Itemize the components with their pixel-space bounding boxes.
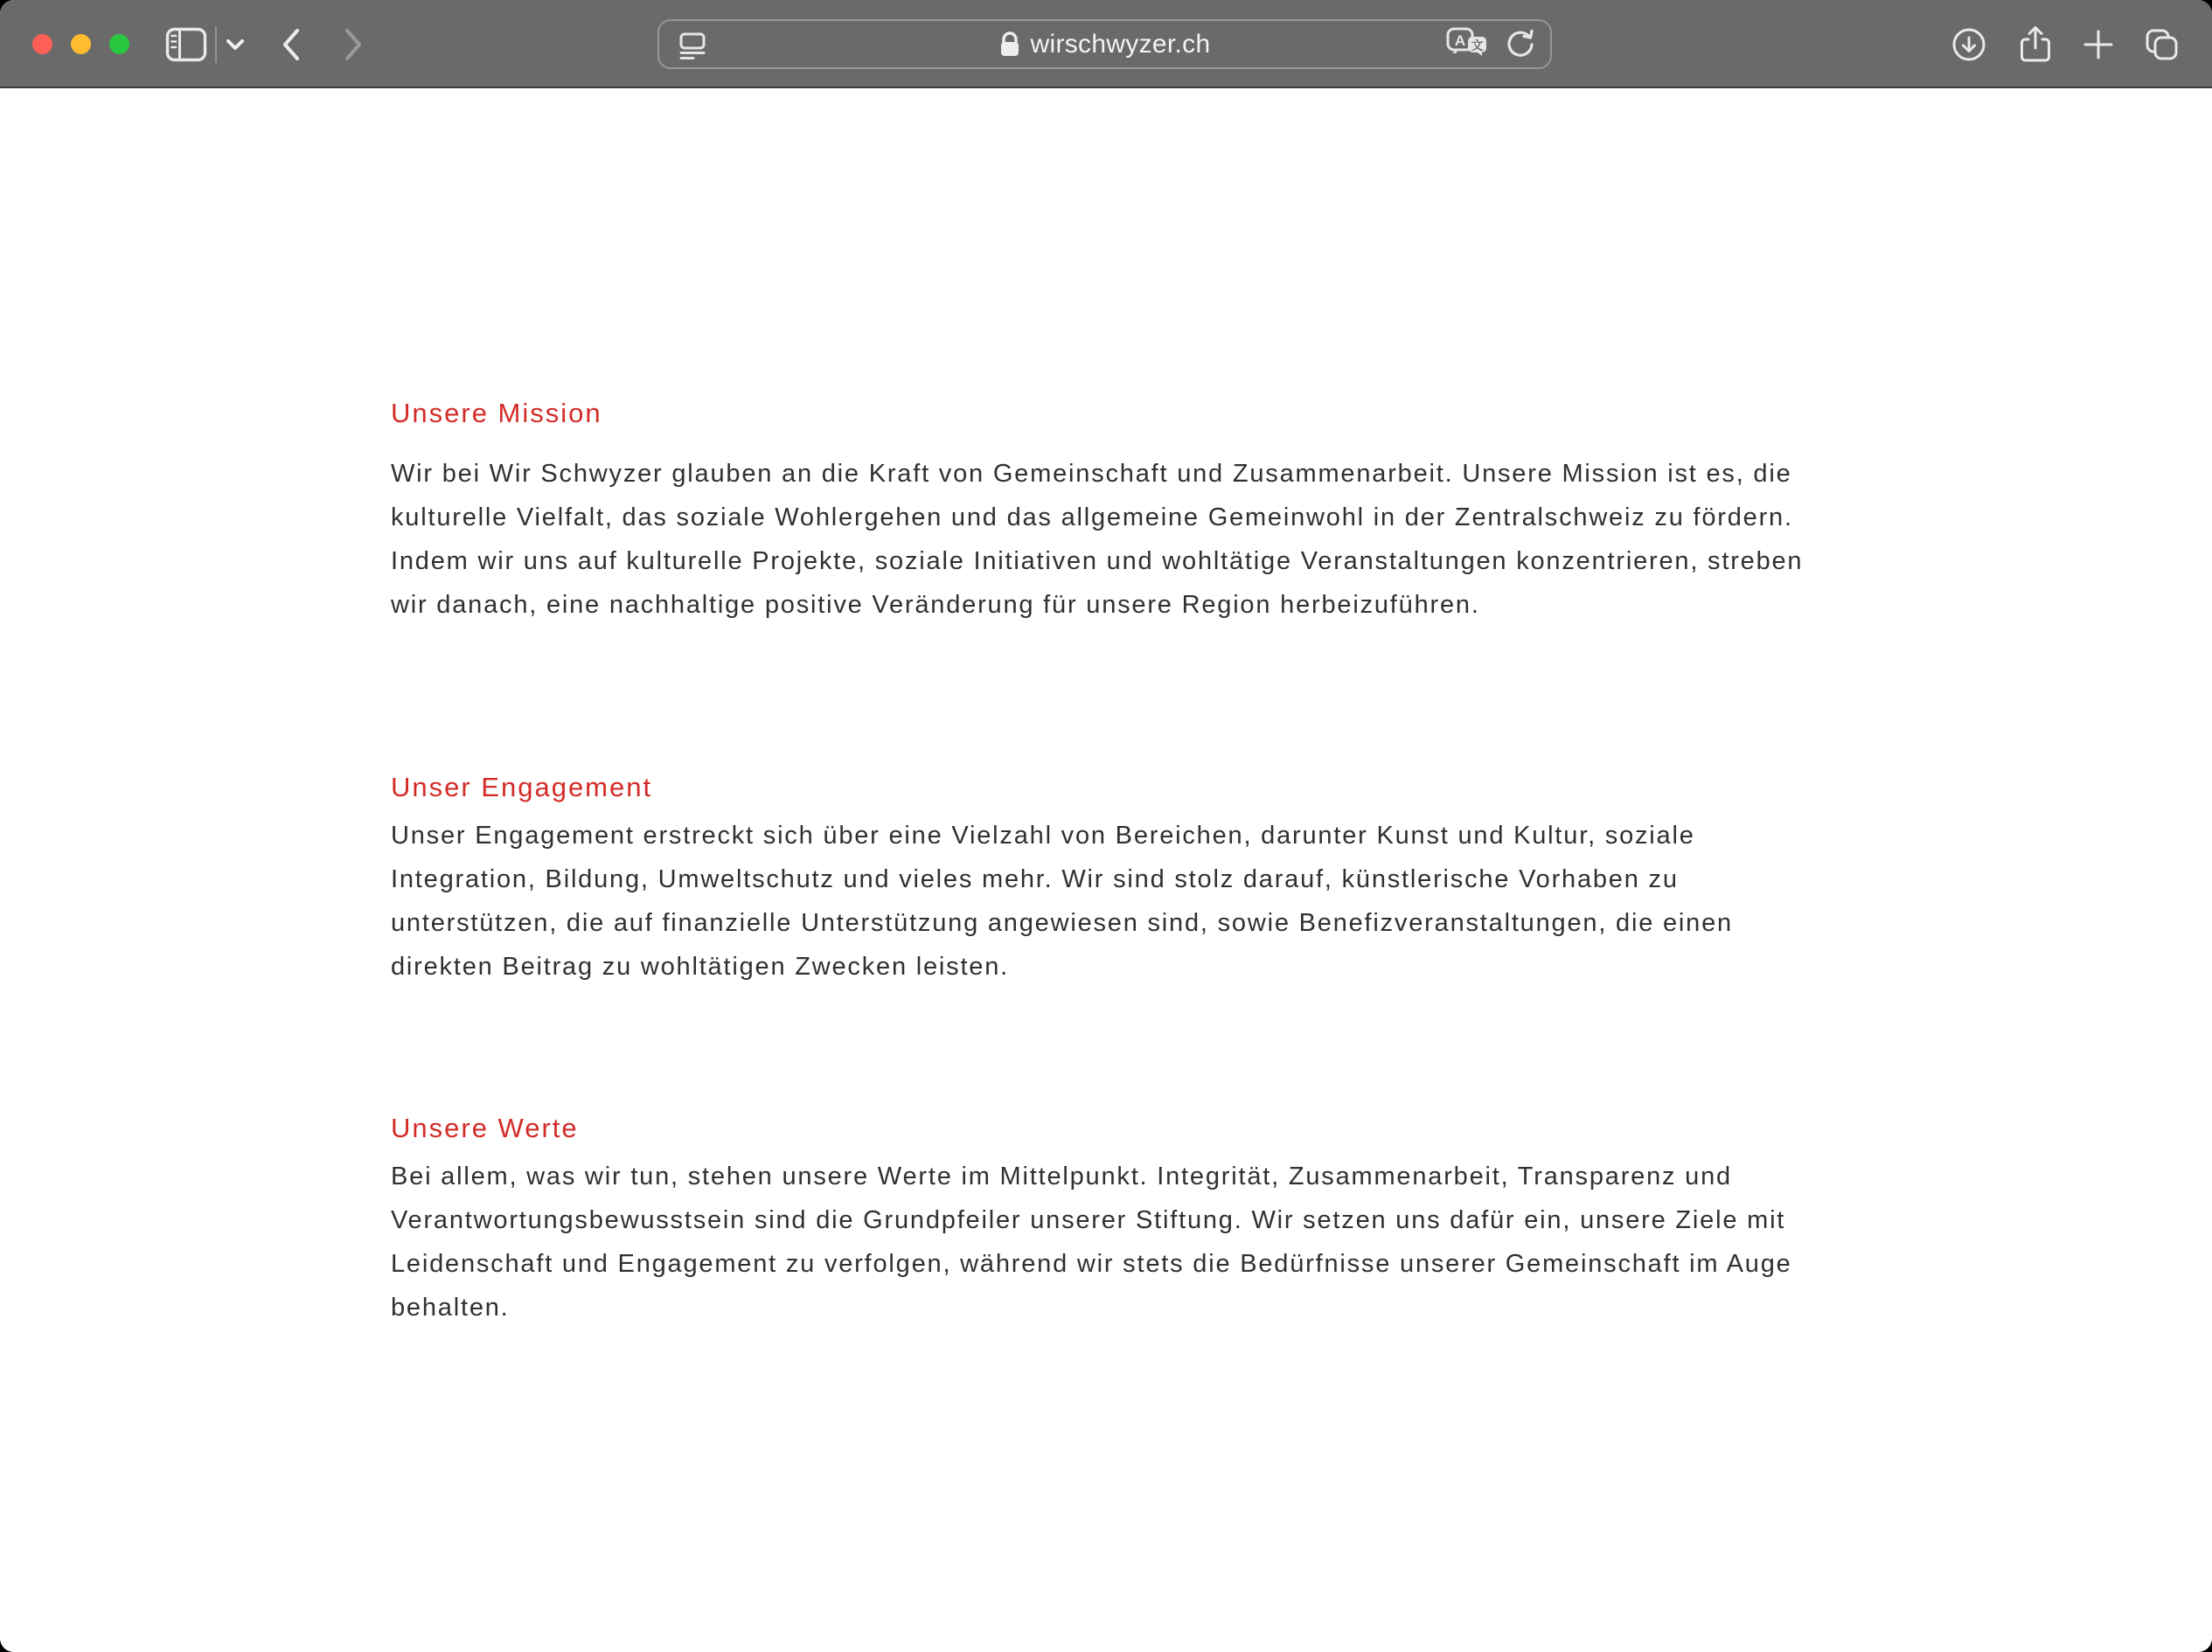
section-heading: Unsere Werte bbox=[391, 1113, 579, 1143]
page-format-icon bbox=[677, 27, 708, 62]
svg-text:文: 文 bbox=[1471, 38, 1484, 53]
new-tab-icon bbox=[2083, 29, 2114, 60]
section-heading: Unsere Mission bbox=[391, 398, 602, 428]
page-format-button[interactable] bbox=[677, 27, 708, 62]
new-tab-button[interactable] bbox=[2077, 0, 2119, 88]
sidebar-menu-button[interactable] bbox=[220, 0, 250, 88]
section-engagement bbox=[391, 770, 1825, 989]
tab-overview-icon bbox=[2145, 28, 2180, 61]
downloads-icon bbox=[1951, 27, 1986, 62]
share-button[interactable] bbox=[2014, 0, 2056, 88]
chevron-down-icon bbox=[225, 38, 246, 52]
lock-icon bbox=[999, 31, 1020, 58]
downloads-button[interactable] bbox=[1948, 0, 1990, 88]
section-body: Unser Engagement erstreckt sich über eine Vielzahl von Bereichen, darunter Kunst und Kultur, soziale Integration, Bildung, Umweltschutz und vieles mehr. Wir sind stolz darauf, künstlerische Vorhaben zu unterstützen, die auf finanzielle Unterstützung angewiesen sind, sowie Benefizveranstaltungen, die einen direkten Beitrag zu wohltätigen Zwecken leisten. bbox=[391, 822, 1733, 981]
section-mission bbox=[391, 396, 1825, 627]
reload-button[interactable] bbox=[1505, 28, 1536, 61]
window-zoom-button[interactable] bbox=[109, 34, 129, 54]
tab-overview-button[interactable] bbox=[2140, 0, 2184, 88]
sidebar-icon bbox=[165, 26, 207, 63]
share-icon bbox=[2020, 25, 2051, 64]
svg-text:A: A bbox=[1454, 31, 1466, 49]
forward-icon bbox=[344, 28, 363, 61]
content-column bbox=[391, 90, 1825, 1329]
address-bar[interactable] bbox=[657, 19, 1552, 69]
address-text-group bbox=[999, 30, 1211, 59]
section-heading: Unser Engagement bbox=[391, 772, 653, 802]
back-icon bbox=[282, 28, 301, 61]
window-close-button[interactable] bbox=[32, 34, 52, 54]
translate-icon bbox=[1445, 26, 1489, 63]
section-body: Bei allem, was wir tun, stehen unsere Werte im Mittelpunkt. Integrität, Zusammenarbeit, Transparenz und Verantwortungsbewusstsein sind die Grundpfeiler unserer Stiftung. Wir setzen uns dafür ein, unsere Ziele mit Leidenschaft und Engagement zu verfolgen, während wir stets die Bedürfnisse unserer Gemeinschaft im Auge behalten. bbox=[391, 1163, 1792, 1322]
section-body: Wir bei Wir Schwyzer glauben an die Kraft von Gemeinschaft und Zusammenarbeit. Unsere Mission ist es, die kulturelle Vielfalt, das soziale Wohlergehen und das allgemeine Gemeinwohl in der Zentralschweiz zu fördern. Indem wir uns auf kulturelle Projekte, soziale Initiativen und wohltätige Veranstaltungen konzentrieren, streben wir danach, eine nachhaltige positive Veränderung für unsere Region herbeizuführen. bbox=[391, 460, 1804, 619]
sidebar-toggle-button[interactable] bbox=[163, 0, 210, 88]
page-content bbox=[0, 90, 2212, 1652]
url-text: wirschwyzer.ch bbox=[1030, 29, 1211, 59]
translate-button[interactable] bbox=[1445, 26, 1489, 63]
forward-button[interactable] bbox=[333, 0, 373, 88]
section-werte bbox=[391, 1111, 1825, 1329]
back-button[interactable] bbox=[271, 0, 311, 88]
reload-icon bbox=[1505, 28, 1536, 61]
toolbar-divider bbox=[215, 26, 217, 63]
browser-toolbar bbox=[0, 0, 2212, 88]
window-minimize-button[interactable] bbox=[71, 34, 91, 54]
